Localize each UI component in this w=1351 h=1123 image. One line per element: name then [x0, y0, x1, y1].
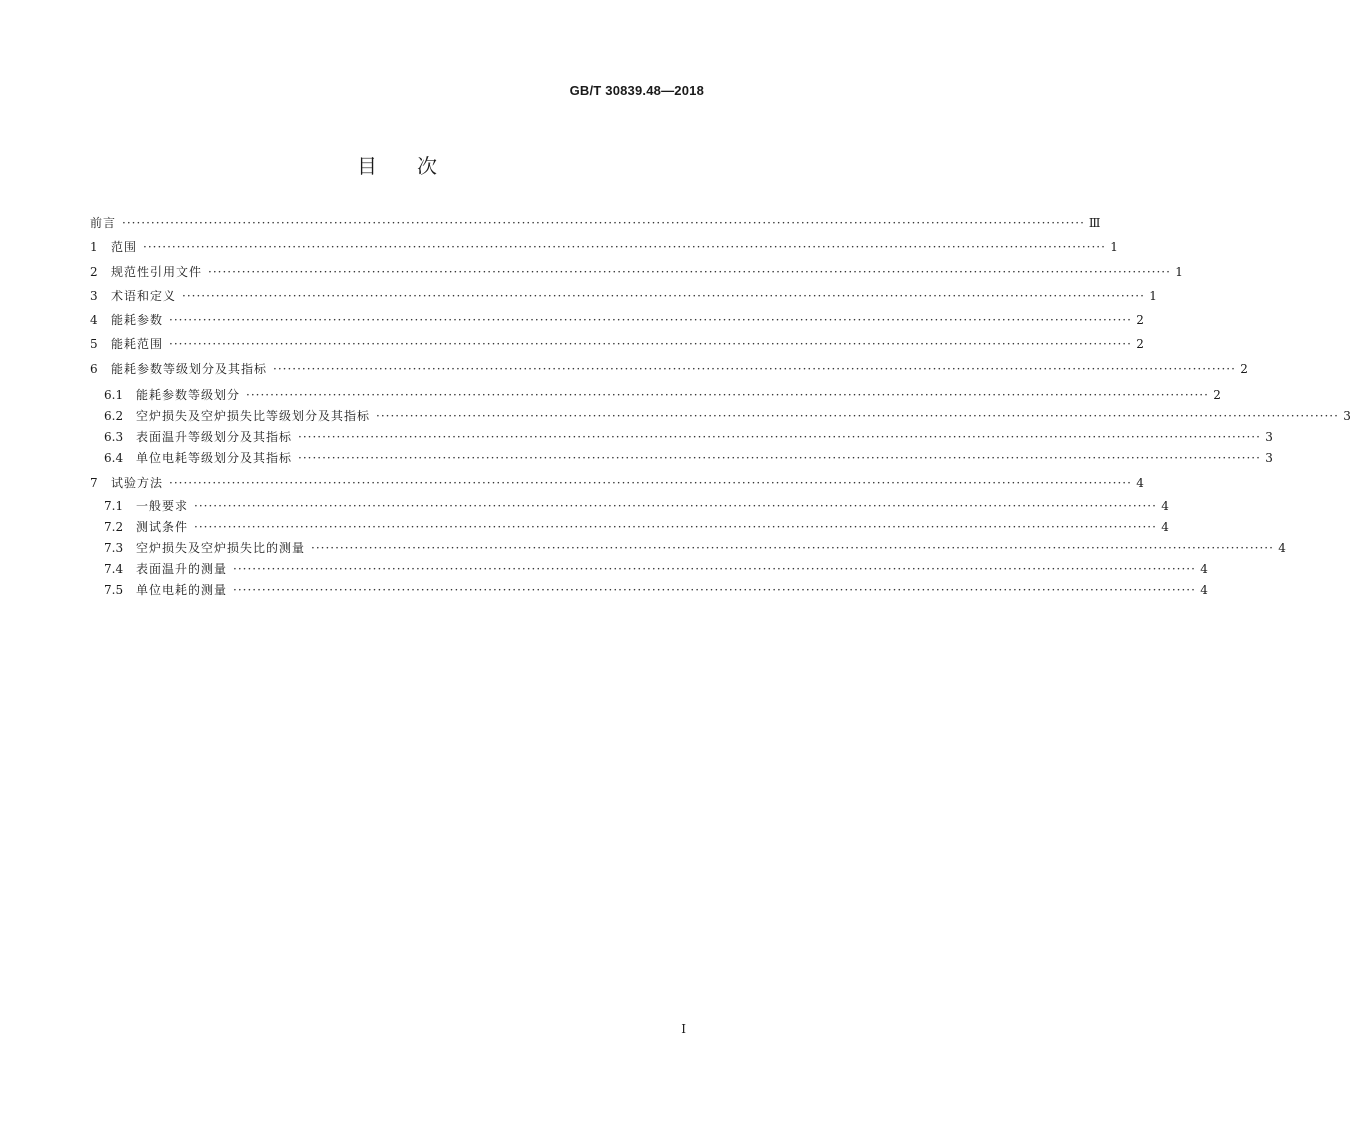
toc-leader-dots: ········································································································································································································ — [169, 476, 1132, 490]
toc-leader-dots: ········································································································································································································ — [298, 451, 1261, 465]
toc-entry[interactable] — [90, 336, 1144, 352]
toc-leader-dots: ········································································································································································································ — [273, 362, 1236, 376]
toc-entry-label: 能耗参数 — [111, 313, 164, 327]
toc-leader-dots: ········································································································································································································ — [194, 520, 1157, 534]
toc-entry-label: 前言 — [90, 216, 117, 230]
toc-entry-label: 规范性引用文件 — [111, 265, 203, 279]
toc-entry-page: 4 — [1200, 562, 1208, 576]
toc-leader-dots: ········································································································································································································ — [143, 240, 1106, 254]
toc-entry-number: 7.3 — [104, 541, 124, 555]
toc-entry-label: 能耗参数等级划分及其指标 — [111, 362, 268, 376]
toc-leader-dots: ········································································································································································································ — [169, 337, 1132, 351]
toc-entry[interactable] — [90, 519, 1169, 535]
toc-entry-number: 6.2 — [104, 409, 124, 423]
toc-entry-page: 4 — [1161, 499, 1169, 513]
toc-entry-number: 6.3 — [104, 430, 124, 444]
toc-entry-page: 2 — [1136, 313, 1144, 327]
toc-leader-dots: ········································································································································································································ — [233, 562, 1196, 576]
toc-entry-label: 一般要求 — [136, 499, 189, 513]
toc-entry-number: 3 — [90, 289, 98, 303]
page-title: 目次 — [357, 154, 477, 178]
toc-entry-label: 空炉损失及空炉损失比的测量 — [136, 541, 306, 555]
toc-entry[interactable] — [90, 387, 1221, 403]
toc-entry-label: 表面温升等级划分及其指标 — [136, 430, 293, 444]
toc-entry[interactable] — [90, 582, 1208, 598]
toc-entry-page: 4 — [1136, 476, 1144, 490]
toc-entry[interactable] — [90, 498, 1169, 514]
toc-entry[interactable] — [90, 450, 1273, 466]
toc-entry-number: 7.1 — [104, 499, 124, 513]
toc-entry-page: 3 — [1265, 451, 1273, 465]
toc-entry[interactable] — [90, 429, 1273, 445]
toc-entry-label: 术语和定义 — [111, 289, 177, 303]
toc-entry[interactable] — [90, 561, 1208, 577]
toc-entry-number: 4 — [90, 313, 98, 327]
toc-entry-page: 4 — [1200, 583, 1208, 597]
toc-entry-page: 2 — [1136, 337, 1144, 351]
toc-entry-page: 4 — [1278, 541, 1286, 555]
toc-entry-number: 6 — [90, 362, 98, 376]
toc-entry[interactable] — [90, 408, 1351, 424]
toc-entry-page: 1 — [1149, 289, 1157, 303]
toc-entry-number: 6.4 — [104, 451, 124, 465]
toc-entry[interactable] — [90, 475, 1144, 491]
toc-entry-label: 试验方法 — [111, 476, 164, 490]
toc-entry-number: 5 — [90, 337, 98, 351]
toc-leader-dots: ········································································································································································································ — [182, 289, 1145, 303]
toc-leader-dots: ········································································································································································································ — [208, 265, 1171, 279]
toc-leader-dots: ········································································································································································································ — [122, 216, 1085, 230]
toc-entry-page: 1 — [1175, 265, 1183, 279]
standard-number: GB/T 30839.48—2018 — [569, 83, 704, 98]
toc-leader-dots: ········································································································································································································ — [169, 313, 1132, 327]
toc-leader-dots: ········································································································································································································ — [233, 583, 1196, 597]
toc-leader-dots: ········································································································································································································ — [194, 499, 1157, 513]
toc-entry[interactable] — [90, 215, 1101, 231]
toc-entry-label: 单位电耗的测量 — [136, 583, 228, 597]
toc-entry-page: 3 — [1343, 409, 1351, 423]
toc-entry-number: 6.1 — [104, 388, 124, 402]
toc-leader-dots: ········································································································································································································ — [298, 430, 1261, 444]
toc-entry-page: 3 — [1265, 430, 1273, 444]
toc-entry-page: Ⅲ — [1088, 216, 1101, 230]
toc-entry-number: 1 — [90, 240, 98, 254]
footer-page-number: Ⅰ — [681, 1022, 686, 1036]
toc-entry-label: 单位电耗等级划分及其指标 — [136, 451, 293, 465]
toc-entry[interactable] — [90, 540, 1286, 556]
toc-entry-number: 7.4 — [104, 562, 124, 576]
toc-entry[interactable] — [90, 312, 1144, 328]
toc-entry-label: 空炉损失及空炉损失比等级划分及其指标 — [136, 409, 371, 423]
toc-entry[interactable] — [90, 288, 1157, 304]
toc-entry-page: 2 — [1240, 362, 1248, 376]
toc-entry-page: 1 — [1110, 240, 1118, 254]
toc-entry-page: 2 — [1213, 388, 1221, 402]
toc-entry-label: 范围 — [111, 240, 138, 254]
toc-entry[interactable] — [90, 264, 1183, 280]
toc-entry-label: 能耗范围 — [111, 337, 164, 351]
toc-entry-number: 2 — [90, 265, 98, 279]
toc-entry-label: 表面温升的测量 — [136, 562, 228, 576]
toc-entry-number: 7 — [90, 476, 98, 490]
toc-leader-dots: ········································································································································································································ — [246, 388, 1209, 402]
toc-leader-dots: ········································································································································································································ — [376, 409, 1339, 423]
toc-entry-page: 4 — [1161, 520, 1169, 534]
toc-entry-label: 能耗参数等级划分 — [136, 388, 241, 402]
toc-entry-number: 7.5 — [104, 583, 124, 597]
toc-entry-number: 7.2 — [104, 520, 124, 534]
toc-entry[interactable] — [90, 239, 1118, 255]
toc-entry[interactable] — [90, 361, 1248, 377]
toc-entry-label: 测试条件 — [136, 520, 189, 534]
toc-leader-dots: ········································································································································································································ — [311, 541, 1274, 555]
